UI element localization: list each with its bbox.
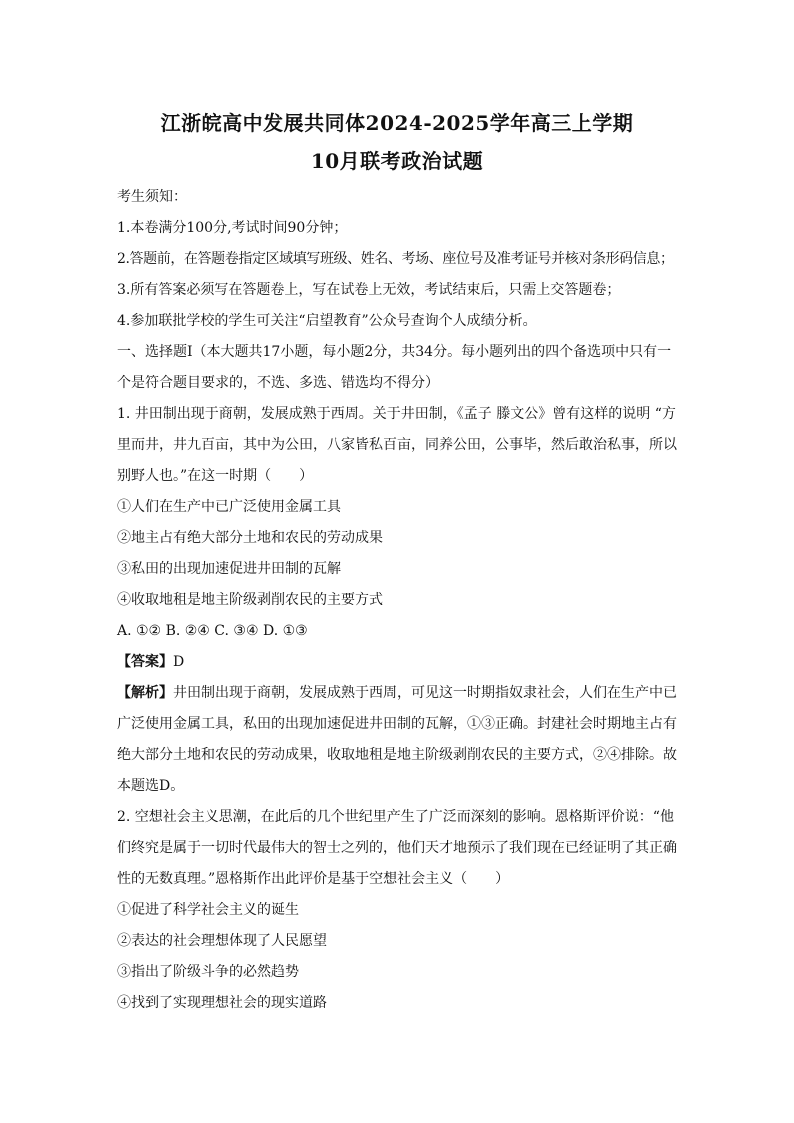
question-1-options: A. ①② B. ②④ C. ③④ D. ①③ [117,623,308,639]
question-1-analysis [117,678,677,802]
section-heading: 一、选择题Ⅰ（本大题共17小题，每小题2分，共34分。每小题列出的四个备选项中只有一个是符合题目要求的，不选、多选、错选均不得分） [117,344,672,391]
question-2-choice-4: ④找到了实现理想社会的现实道路 [117,995,327,1011]
notice-item-1: 1.本卷满分100分,考试时间90分钟； [117,220,348,236]
document-content [117,182,677,1019]
question-2-stem: 2. 空想社会主义思潮，在此后的几个世纪里产生了广泛而深刻的影响。恩格斯评价说：“他们终究是属于一切时代最伟大的智士之列的，他们天才地预示了我们现在已经证明了其正确性的无数真理。”恩格斯作出此评价是基于空想社会主义（ ） [117,809,677,887]
question-2-choice-1: ①促进了科学社会主义的诞生 [117,902,299,918]
notice-item-2: 2.答题前，在答题卷指定区域填写班级、姓名、考场、座位号及准考证号并核对条形码信息； [117,251,674,267]
question-2-choice-3: ③指出了阶级斗争的必然趋势 [117,964,299,980]
answer-tag: 【答案】 [117,654,173,670]
question-1-choice-4: ④收取地租是地主阶级剥削农民的主要方式 [117,592,383,608]
question-1-choice-1: ①人们在生产中已广泛使用金属工具 [117,499,341,515]
title-block [0,104,794,180]
analysis-tag: 【解析】 [117,685,173,701]
question-1-choice-2: ②地主占有绝大部分土地和农民的劳动成果 [117,530,383,546]
analysis-text: 井田制出现于商朝，发展成熟于西周，可见这一时期指奴隶社会，人们在生产中已广泛使用金属工具，私田的出现加速促进井田制的瓦解，①③正确。封建社会时期地主占有绝大部分土地和农民的劳动成果，收取地租是地主阶级剥削农民的主要方式，②④排除。故本题选D。 [117,685,677,794]
question-1-stem: 1. 井田制出现于商朝，发展成熟于西周。关于井田制，《孟子 滕文公》曾有这样的说明 “方里而井，井九百亩，其中为公田，八家皆私百亩，同养公田，公事毕，然后敢治私事，所以别野人也。”在这一时期（ ） [117,406,677,484]
title-line-2: 10月联考政治试题 [310,149,484,173]
title-line-1: 江浙皖高中发展共同体2024-2025学年高三上学期 [160,111,634,135]
question-1-choice-3: ③私田的出现加速促进井田制的瓦解 [117,561,341,577]
question-1-answer [117,647,677,678]
notice-item-4: 4.参加联批学校的学生可关注“启望教育”公众号查询个人成绩分析。 [117,313,537,329]
notice-heading: 考生须知： [117,189,187,205]
notice-item-3: 3.所有答案必须写在答题卷上，写在试卷上无效，考试结束后，只需上交答题卷； [117,282,621,298]
answer-value: D [173,654,185,670]
question-2-choice-2: ②表达的社会理想体现了人民愿望 [117,933,327,949]
